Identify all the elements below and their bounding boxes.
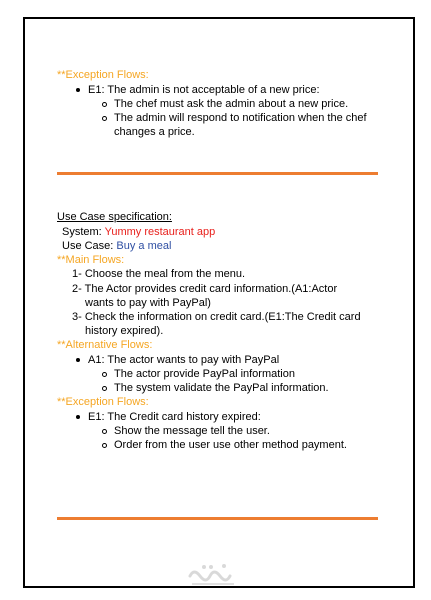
use-case-label: Use Case: [62, 240, 117, 252]
section-divider-2 [57, 517, 378, 520]
use-case-spec-title: Use Case specification: [57, 211, 172, 223]
system-label: System: [62, 226, 105, 238]
alternative-flows-heading: **Alternative Flows: [57, 339, 153, 351]
main-flow-step-2-cont: wants to pay with PayPal) [85, 297, 211, 309]
use-case-line [62, 240, 171, 253]
exception-item-e1-admin: E1: The admin is not acceptable of a new price: [88, 84, 320, 96]
exception-flows-heading-1: **Exception Flows: [57, 69, 149, 81]
exception-flows-heading-2: **Exception Flows: [57, 396, 149, 408]
main-flow-step-3-cont: history expired). [85, 325, 164, 337]
alternative-sub-provide-paypal: The actor provide PayPal information [114, 368, 295, 380]
main-flow-step-1: 1- Choose the meal from the menu. [72, 268, 246, 280]
use-case-value: Buy a meal [116, 240, 172, 252]
exception-sub-admin-respond: The admin will respond to notification when the chef [114, 112, 367, 124]
exception-sub-admin-respond-cont: changes a price. [114, 126, 195, 138]
alternative-sub-validate-paypal: The system validate the PayPal information. [114, 382, 329, 394]
exception-item-e1-card: E1: The Credit card history expired: [88, 411, 261, 423]
exception-sub-chef-ask: The chef must ask the admin about a new price. [114, 98, 349, 110]
system-value: Yummy restaurant app [104, 226, 216, 238]
section-divider-1 [57, 172, 378, 175]
main-flows-heading: **Main Flows: [57, 254, 125, 266]
main-flow-step-2: 2- The Actor provides credit card information.(A1:Actor [72, 283, 338, 295]
exception-sub-other-method: Order from the user use other method payment. [114, 439, 347, 451]
exception-sub-show-message: Show the message tell the user. [114, 425, 270, 437]
alternative-item-a1: A1: The actor wants to pay with PayPal [88, 354, 280, 366]
watermark-logo-icon [184, 558, 242, 592]
system-line [62, 226, 215, 239]
main-flow-step-3: 3- Check the information on credit card.(E1:The Credit card [72, 311, 361, 323]
